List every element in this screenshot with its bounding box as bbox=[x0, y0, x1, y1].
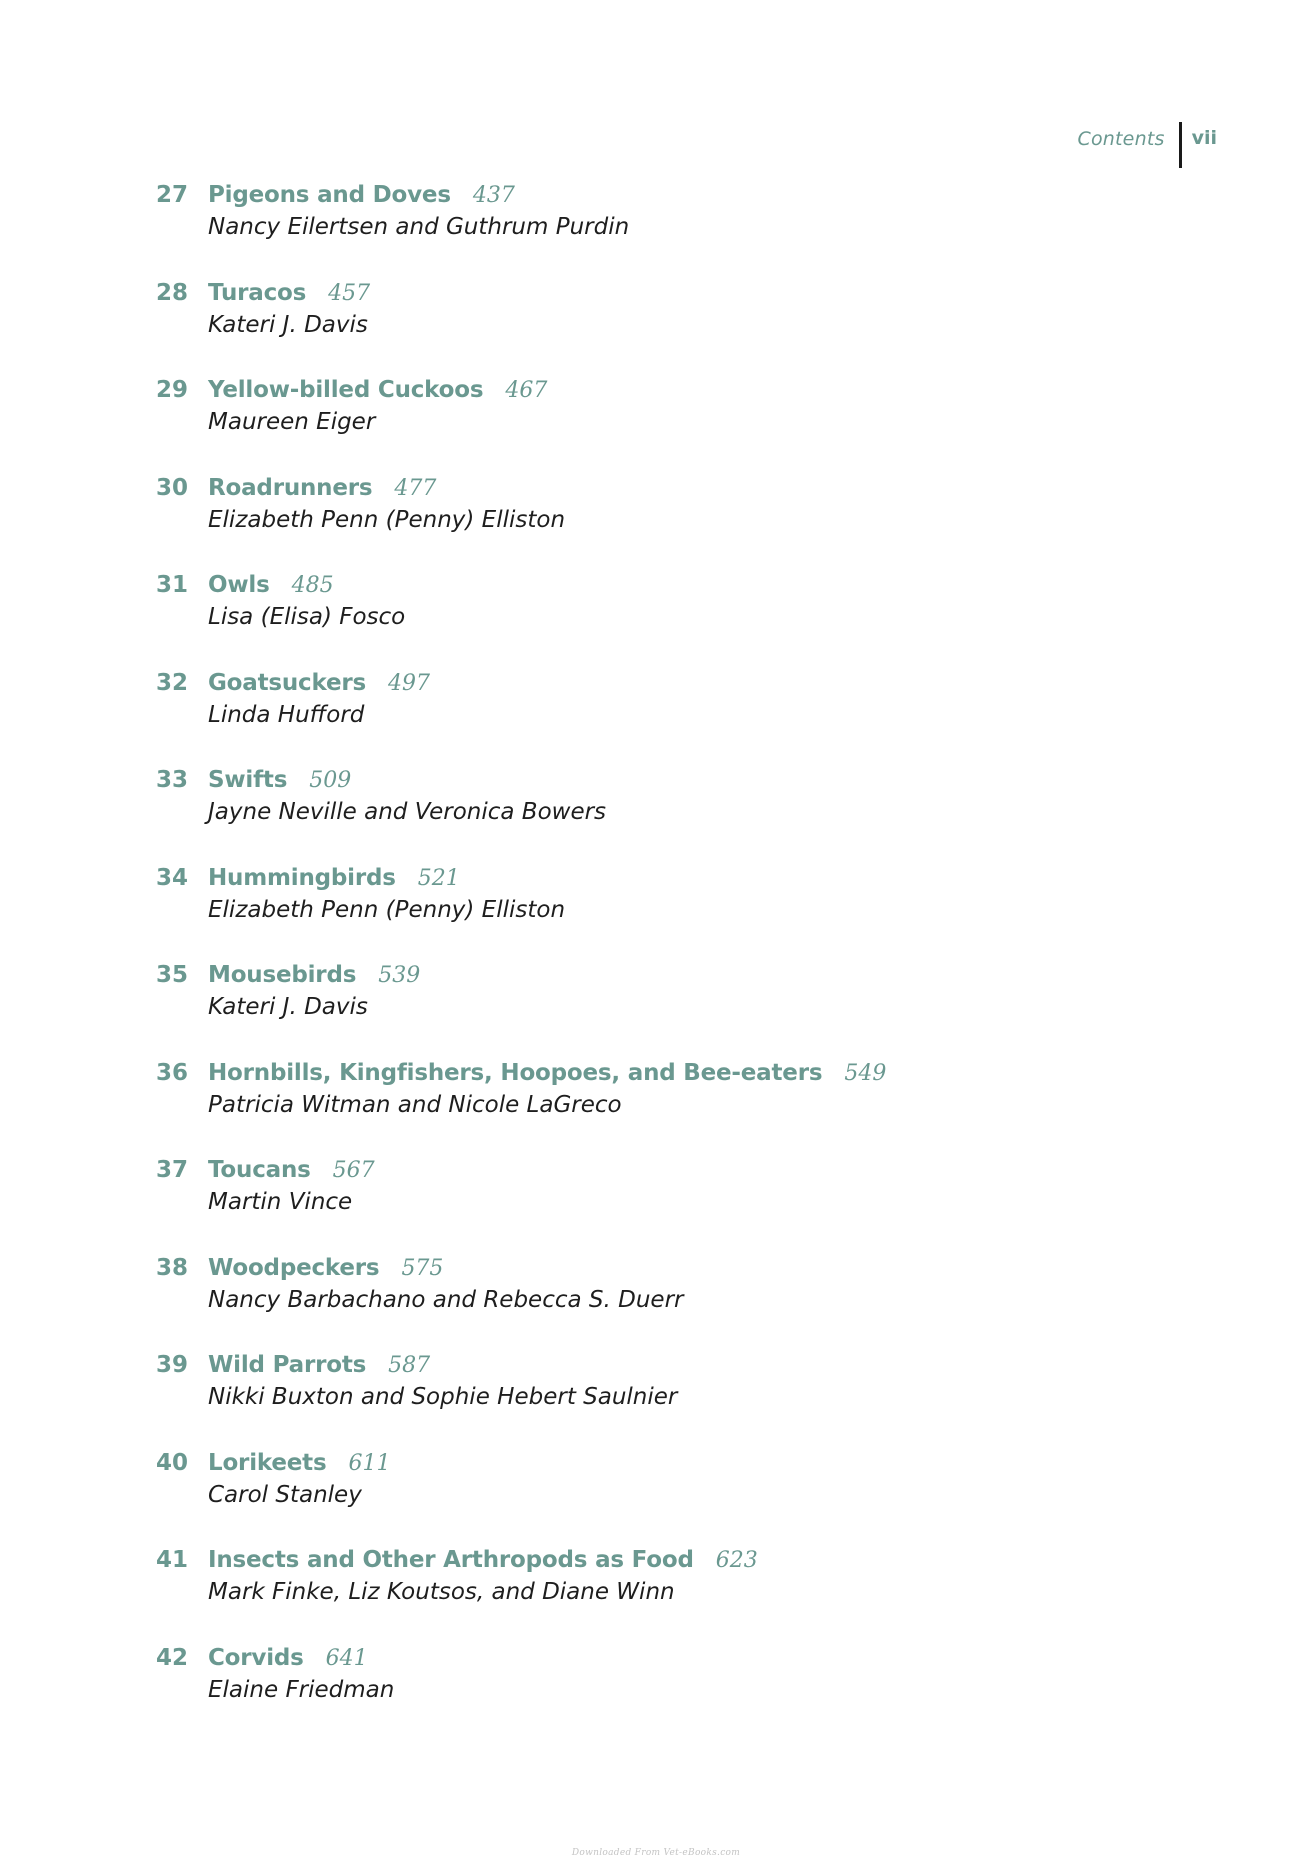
chapter-authors: Mark Finke, Liz Koutsos, and Diane Winn bbox=[208, 1579, 675, 1605]
toc-entry[interactable] bbox=[156, 278, 1156, 376]
chapter-authors: Elaine Friedman bbox=[208, 1676, 395, 1703]
chapter-page-number: 437 bbox=[472, 183, 515, 208]
chapter-heading bbox=[208, 1645, 368, 1671]
chapter-number: 35 bbox=[156, 962, 189, 988]
chapter-heading bbox=[208, 475, 436, 501]
chapter-number: 30 bbox=[156, 474, 189, 501]
chapter-heading bbox=[208, 865, 460, 891]
chapter-heading bbox=[208, 182, 515, 208]
chapter-title[interactable]: Hornbills, Kingfishers, Hoopoes, and Bee-eaters bbox=[208, 1059, 823, 1086]
chapter-title[interactable]: Goatsuckers bbox=[208, 669, 367, 696]
chapter-authors: Nancy Eilertsen and Guthrum Purdin bbox=[208, 214, 630, 240]
chapter-heading bbox=[208, 377, 547, 403]
chapter-number: 40 bbox=[156, 1449, 189, 1476]
chapter-title[interactable]: Insects and Other Arthropods as Food bbox=[208, 1547, 694, 1573]
chapter-title[interactable]: Swifts bbox=[208, 767, 288, 793]
chapter-authors: Lisa (Elisa) Fosco bbox=[208, 604, 406, 630]
chapter-heading bbox=[208, 962, 420, 988]
chapter-title[interactable]: Woodpeckers bbox=[208, 1254, 380, 1281]
chapter-heading bbox=[208, 1060, 886, 1086]
chapter-authors: Patricia Witman and Nicole LaGreco bbox=[208, 1091, 622, 1118]
chapter-title[interactable]: Toucans bbox=[208, 1157, 311, 1183]
chapter-title[interactable]: Owls bbox=[208, 572, 270, 598]
chapter-page-number: 467 bbox=[505, 378, 548, 403]
chapter-page-number: 549 bbox=[844, 1060, 887, 1086]
chapter-number: 38 bbox=[156, 1254, 189, 1281]
chapter-title[interactable]: Wild Parrots bbox=[208, 1352, 367, 1378]
chapter-page-number: 497 bbox=[388, 670, 431, 696]
chapter-heading bbox=[208, 1547, 758, 1573]
chapter-heading bbox=[208, 767, 351, 793]
chapter-authors: Carol Stanley bbox=[208, 1481, 362, 1508]
toc-entry[interactable] bbox=[156, 1058, 1156, 1156]
chapter-number: 34 bbox=[156, 864, 189, 891]
table-of-contents bbox=[156, 180, 1156, 1740]
chapter-title[interactable]: Yellow-billed Cuckoos bbox=[208, 377, 484, 403]
chapter-title[interactable]: Mousebirds bbox=[208, 962, 357, 988]
chapter-number: 37 bbox=[156, 1157, 189, 1183]
chapter-number: 29 bbox=[156, 377, 189, 403]
chapter-page-number: 521 bbox=[417, 865, 460, 891]
chapter-authors: Nancy Barbachano and Rebecca S. Duerr bbox=[208, 1286, 684, 1313]
toc-entry[interactable] bbox=[156, 765, 1156, 863]
chapter-authors: Kateri J. Davis bbox=[208, 311, 368, 338]
chapter-page-number: 567 bbox=[332, 1158, 375, 1183]
chapter-number: 39 bbox=[156, 1352, 189, 1378]
chapter-authors: Elizabeth Penn (Penny) Elliston bbox=[208, 506, 566, 533]
chapter-authors: Jayne Neville and Veronica Bowers bbox=[208, 799, 607, 825]
chapter-page-number: 477 bbox=[394, 475, 437, 501]
toc-entry[interactable] bbox=[156, 863, 1156, 961]
chapter-number: 31 bbox=[156, 572, 189, 598]
chapter-heading bbox=[208, 280, 370, 306]
chapter-authors: Linda Hufford bbox=[208, 701, 365, 728]
chapter-page-number: 539 bbox=[378, 963, 421, 988]
chapter-title[interactable]: Hummingbirds bbox=[208, 864, 396, 891]
running-head-page-number: vii bbox=[1191, 127, 1217, 149]
chapter-page-number: 587 bbox=[388, 1353, 431, 1378]
chapter-authors: Martin Vince bbox=[208, 1189, 353, 1215]
footer-download-note: Downloaded From Vet-eBooks.com bbox=[571, 1848, 741, 1858]
chapter-title[interactable]: Roadrunners bbox=[208, 474, 373, 501]
chapter-number: 42 bbox=[156, 1644, 189, 1671]
toc-entry[interactable] bbox=[156, 1448, 1156, 1546]
chapter-title[interactable]: Turacos bbox=[208, 279, 307, 306]
chapter-page-number: 641 bbox=[325, 1645, 368, 1671]
chapter-page-number: 485 bbox=[291, 573, 334, 598]
chapter-authors: Elizabeth Penn (Penny) Elliston bbox=[208, 896, 566, 923]
chapter-page-number: 509 bbox=[309, 768, 352, 793]
toc-entry[interactable] bbox=[156, 375, 1156, 473]
chapter-number: 32 bbox=[156, 669, 189, 696]
chapter-number: 36 bbox=[156, 1059, 189, 1086]
running-head-section: Contents bbox=[1077, 128, 1165, 150]
toc-entry[interactable] bbox=[156, 570, 1156, 668]
toc-entry[interactable] bbox=[156, 1253, 1156, 1351]
toc-entry[interactable] bbox=[156, 960, 1156, 1058]
chapter-heading bbox=[208, 1352, 430, 1378]
running-head-divider bbox=[1179, 122, 1182, 168]
chapter-heading bbox=[208, 572, 334, 598]
toc-entry[interactable] bbox=[156, 1350, 1156, 1448]
chapter-title[interactable]: Pigeons and Doves bbox=[208, 182, 451, 208]
chapter-number: 28 bbox=[156, 279, 189, 306]
toc-entry[interactable] bbox=[156, 668, 1156, 766]
chapter-page-number: 575 bbox=[401, 1255, 444, 1281]
toc-entry[interactable] bbox=[156, 1155, 1156, 1253]
chapter-heading bbox=[208, 670, 430, 696]
chapter-heading bbox=[208, 1157, 375, 1183]
chapter-number: 33 bbox=[156, 767, 189, 793]
chapter-heading bbox=[208, 1450, 390, 1476]
chapter-title[interactable]: Lorikeets bbox=[208, 1449, 327, 1476]
toc-entry[interactable] bbox=[156, 1545, 1156, 1643]
chapter-number: 41 bbox=[156, 1547, 189, 1573]
chapter-authors: Nikki Buxton and Sophie Hebert Saulnier bbox=[208, 1384, 678, 1410]
chapter-heading bbox=[208, 1255, 443, 1281]
chapter-authors: Maureen Eiger bbox=[208, 409, 376, 435]
chapter-page-number: 457 bbox=[328, 280, 371, 306]
chapter-page-number: 611 bbox=[348, 1450, 391, 1476]
running-head bbox=[1078, 122, 1218, 170]
chapter-page-number: 623 bbox=[715, 1548, 758, 1573]
toc-entry[interactable] bbox=[156, 473, 1156, 571]
chapter-title[interactable]: Corvids bbox=[208, 1644, 304, 1671]
chapter-number: 27 bbox=[156, 182, 189, 208]
toc-entry[interactable] bbox=[156, 180, 1156, 278]
chapter-authors: Kateri J. Davis bbox=[208, 994, 368, 1020]
toc-entry[interactable] bbox=[156, 1643, 1156, 1741]
